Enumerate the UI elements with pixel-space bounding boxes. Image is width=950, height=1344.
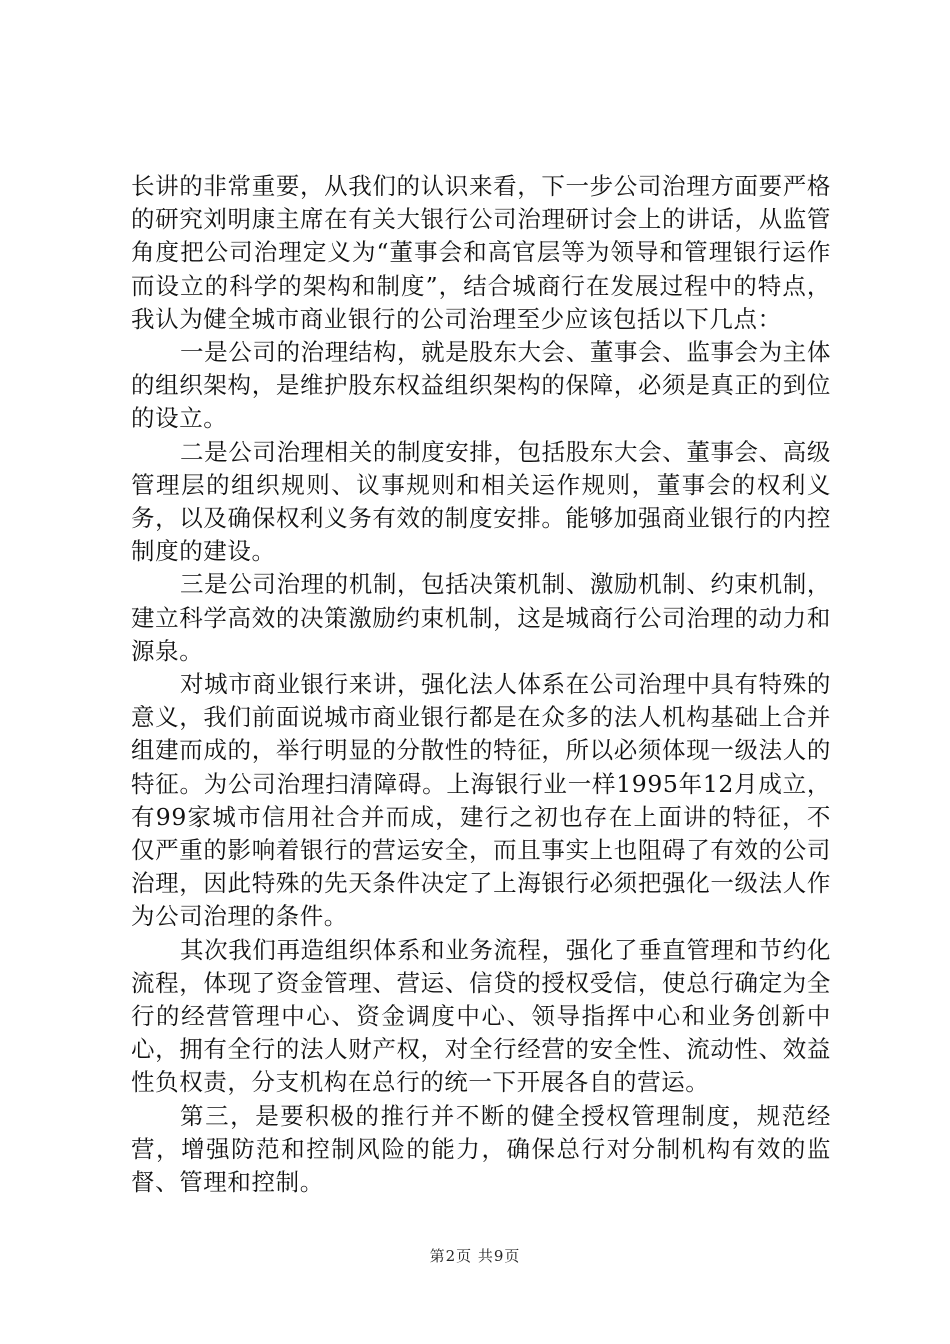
paragraph-legal-entity-system: 对城市商业银行来讲，强化法人体系在公司治理中具有特殊的意义，我们前面说城市商业银行都是在众多的法人机构基础上合并组建而成的，举行明显的分散性的特征，所以必须体现一级法人的特征。为公司治理扫清障碍。上海银行业一样1995年12月成立，有99家城市信用社合并而成，建行之初也存在上面讲的特征，不仅严重的影响着银行的营运安全，而且事实上也阻碍了有效的公司治理，因此特殊的先天条件决定了上海银行必须把强化一级法人作为公司治理的条件。	[131, 670, 831, 931]
paragraph-governance-mechanism: 三是公司治理的机制，包括决策机制、激励机制、约束机制，建立科学高效的决策激励约束机制，这是城商行公司治理的动力和源泉。	[131, 570, 831, 665]
paragraph-intro: 长讲的非常重要，从我们的认识来看，下一步公司治理方面要严格的研究刘明康主席在有关大银行公司治理研讨会上的讲话，从监管角度把公司治理定义为“董事会和高官层等为领导和管理银行运作而设立的科学的架构和制度”，结合城商行在发展过程中的特点，我认为健全城市商业银行的公司治理至少应该包括以下几点：	[131, 172, 831, 333]
paragraph-organization-reengineering: 其次我们再造组织体系和业务流程，强化了垂直管理和节约化流程，体现了资金管理、营运、信贷的授权受信，使总行确定为全行的经营管理中心、资金调度中心、领导指挥中心和业务创新中心，拥有全行的法人财产权，对全行经营的安全性、流动性、效益性负权责，分支机构在总行的统一下开展各自的营运。	[131, 935, 831, 1097]
paragraph-institutional-arrangements: 二是公司治理相关的制度安排，包括股东大会、董事会、高级管理层的组织规则、议事规则和相关运作规则，董事会的权利义务，以及确保权利义务有效的制度安排。能够加强商业银行的内控制度的建设。	[131, 437, 831, 566]
paragraph-governance-structure: 一是公司的治理结构，就是股东大会、董事会、监事会为主体的组织架构，是维护股东权益组织架构的保障，必须是真正的到位的设立。	[131, 338, 831, 433]
page-number-footer: 第2页 共9页	[429, 1247, 521, 1265]
document-body	[131, 170, 831, 1199]
paragraph-authorization-management: 第三，是要积极的推行并不断的健全授权管理制度，规范经营，增强防范和控制风险的能力，确保总行对分制机构有效的监督、管理和控制。	[131, 1101, 831, 1197]
